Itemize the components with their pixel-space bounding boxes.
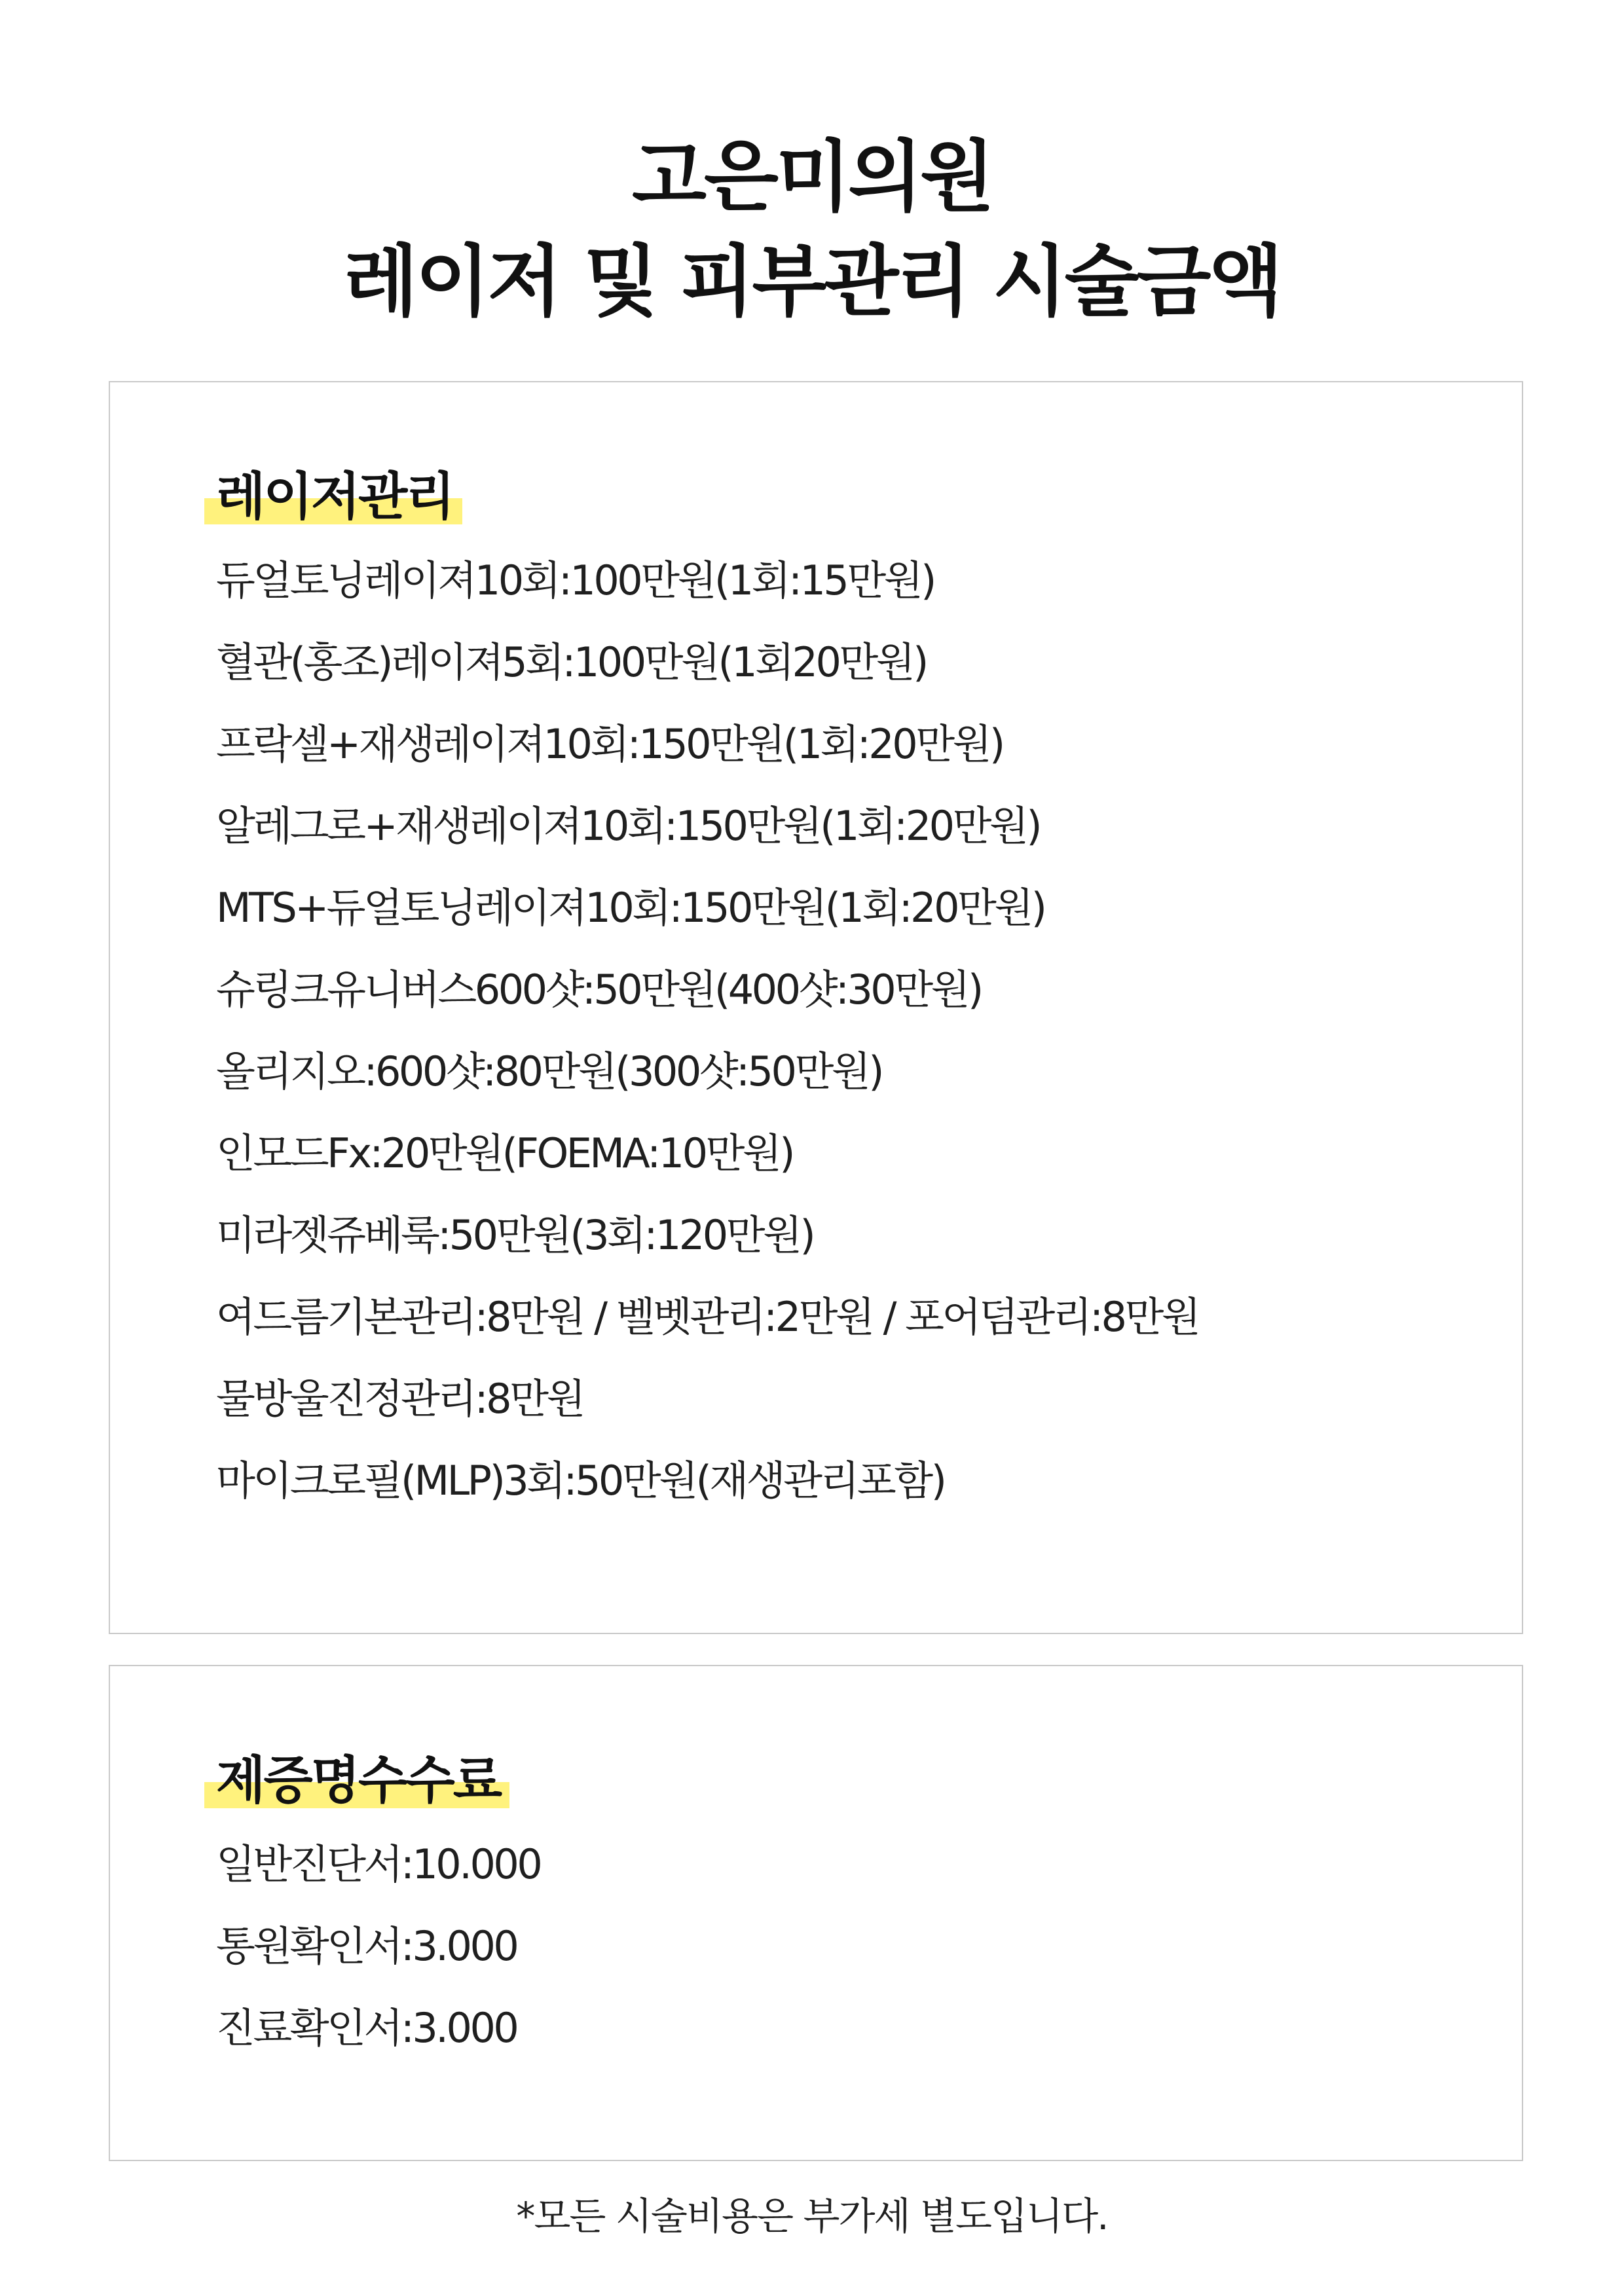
certificate-section-heading: 제증명수수료 <box>204 1748 509 1813</box>
certificate-fee-list <box>216 1823 540 2069</box>
laser-treatment-panel <box>109 381 1523 1634</box>
list-item: 프락셀+재생레이져10회:150만원(1회:20만원) <box>216 720 1003 768</box>
laser-section-heading: 레이저관리 <box>204 464 462 530</box>
list-item: 알레그로+재생레이져10회:150만원(1회:20만원) <box>216 802 1041 850</box>
list-item: 통원확인서:3.000 <box>216 1922 517 1970</box>
list-item: 마이크로필(MLP)3회:50만원(재생관리포함) <box>216 1457 945 1504</box>
list-item: 혈관(홍조)레이져5회:100만원(1회20만원) <box>216 638 927 686</box>
list-item: 여드름기본관리:8만원 / 벨벳관리:2만원 / 포어덤관리:8만원 <box>216 1293 1199 1341</box>
certificate-fee-panel <box>109 1665 1523 2161</box>
laser-price-list <box>216 539 1198 1522</box>
vat-footnote: *모든 시술비용은 부가세 별도입니다. <box>516 2194 1108 2238</box>
clinic-name: 고은미의원 <box>632 132 992 222</box>
list-item: 일반진단서:10.000 <box>216 1840 541 1888</box>
list-item: 미라젯쥬베룩:50만원(3회:120만원) <box>216 1211 814 1259</box>
list-item: 진료확인서:3.000 <box>216 2004 517 2052</box>
price-list-title: 레이저 및 피부관리 시술금액 <box>343 236 1281 327</box>
list-item: 슈링크유니버스600샷:50만원(400샷:30만원) <box>216 966 982 1013</box>
list-item: 올리지오:600샷:80만원(300샷:50만원) <box>216 1048 882 1095</box>
list-item: MTS+듀얼토닝레이져10회:150만원(1회:20만원) <box>216 884 1045 932</box>
list-item: 인모드Fx:20만원(FOEMA:10만원) <box>216 1129 793 1177</box>
page-title <box>0 124 1624 334</box>
list-item: 물방울진정관리:8만원 <box>216 1375 583 1423</box>
list-item: 듀얼토닝레이져10회:100만원(1회:15만원) <box>216 556 934 604</box>
